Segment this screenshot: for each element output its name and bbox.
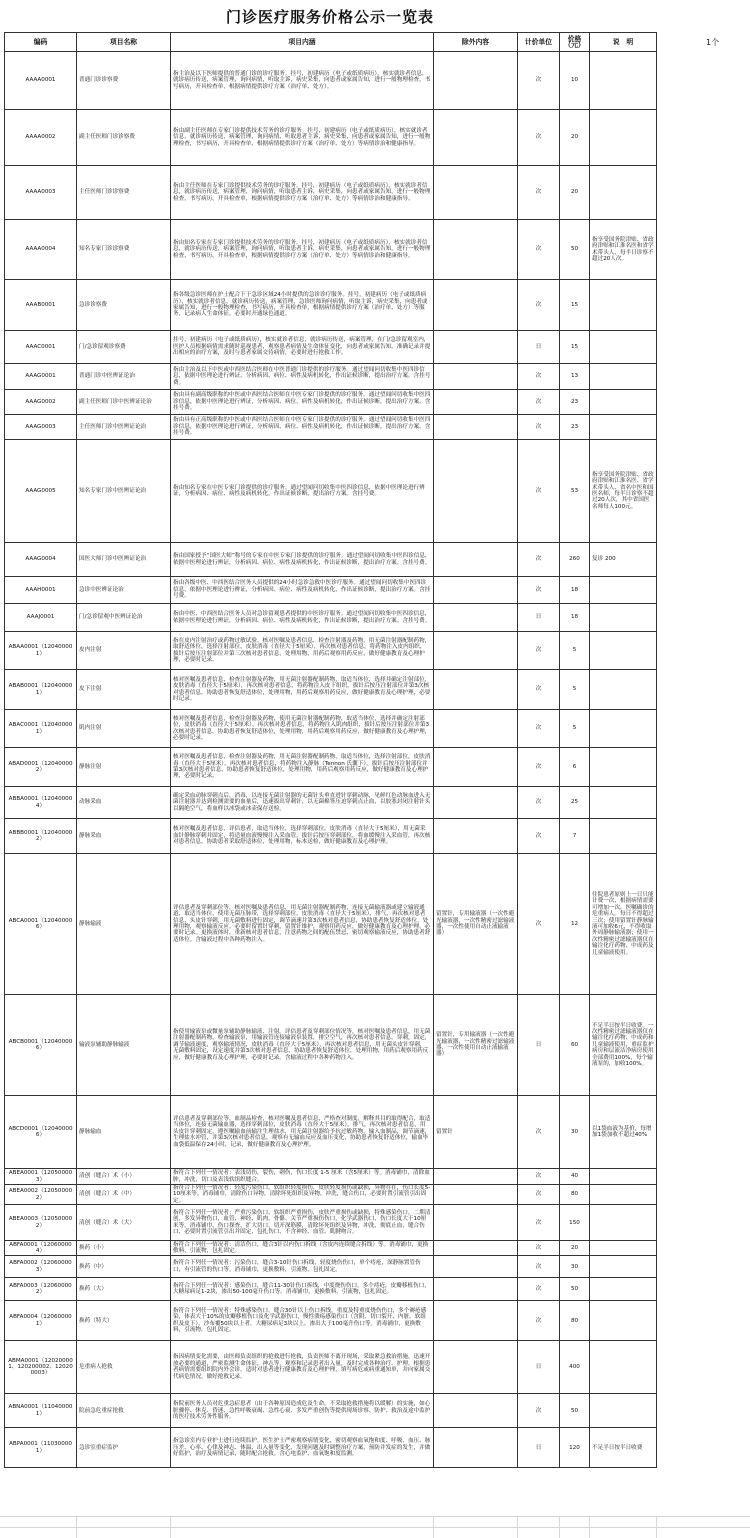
cell-price: 20 xyxy=(560,110,590,166)
cell-name: 清创（缝合）术（大） xyxy=(77,1205,171,1241)
table-row xyxy=(5,543,657,577)
cell-unit: 次 xyxy=(518,166,560,220)
cell-exclusion: 留置针，专用输液器（一次性避光输液器，一次性精密过滤输液器，一次性使用自动止液输液器） xyxy=(434,854,518,995)
cell-content: 指在皮内注射治疗或药物过敏试验。核对医嘱及患者信息，检查注射器及药物，用无菌注射器配制药物，取舒适体位，选择注射部位，皮肤消毒（直径大于5厘米），再次核对患者信息，将药物注入皮内组织，拔针后按压注射部位并第三次核对患者信息，处理用物，用药后观察用药反应，做好健康教育及心理护理，必要时记录。 xyxy=(171,632,434,670)
cell-price: 30 xyxy=(560,1256,590,1278)
cell-note xyxy=(590,604,657,632)
cell-name: 皮内注射 xyxy=(77,632,171,670)
cell-content: 指由中医、中西医结合医务人员对急诊留观患者提供的中医诊疗服务。通过望闻问切收集中医四诊信息，依据中医理论进行辨证，分析病因、病位、病性及病机转化，作出证候诊断，提出治疗方案。含挂号费。 xyxy=(171,604,434,632)
cell-price: 50 xyxy=(560,1394,590,1428)
cell-exclusion: 留置针，专用输液器（一次性避光输液器，一次性精密过滤输液器，一次性使用自动止液输液器） xyxy=(434,995,518,1096)
cell-code: ABPA0001（110300001） xyxy=(5,1428,77,1468)
cell-unit: 次 xyxy=(518,1256,560,1278)
cell-exclusion xyxy=(434,1278,518,1301)
cell-exclusion xyxy=(434,364,518,390)
cell-code: ABFA0002（120600003） xyxy=(5,1256,77,1278)
cell-note xyxy=(590,280,657,331)
cell-content: 指由国家授予“国医大师”称号的专家在中医专家门诊提供的诊疗服务。通过望闻问切收集中医四诊信息，依据中医理论进行辨证，分析病因、病位、病性及病机转化，作出证候诊断，提出治疗方案。含挂号费。 xyxy=(171,543,434,577)
cell-note xyxy=(590,1205,657,1241)
cell-exclusion xyxy=(434,1205,518,1241)
cell-unit: 次 xyxy=(518,1096,560,1169)
cell-exclusion xyxy=(434,1256,518,1278)
cell-note xyxy=(590,787,657,819)
cell-name: 知名专家门诊中医辨证论治 xyxy=(77,440,171,543)
cell-code: ABCD0001（120400006） xyxy=(5,1096,77,1169)
count-label: 1个 xyxy=(706,38,720,47)
header-code: 编码 xyxy=(5,33,77,52)
cell-name: 清创（缝合）术（小） xyxy=(77,1169,171,1185)
cell-code: AAAG0003 xyxy=(5,415,77,440)
cell-name: 国医大师门诊中医辨证论治 xyxy=(77,543,171,577)
cell-price: 120 xyxy=(560,1428,590,1468)
cell-unit: 次 xyxy=(518,280,560,331)
cell-content: 核对医嘱及患者信息，检查注射器及药物，使用无菌注射器配制药物，取适当体位，选择并确定注射部位，皮肤消毒（直径大于5厘米），再次核对患者信息，将药物注入肌肉组织，拔针后按压注射部位并第3次核对患者信息，协助患者恢复舒适体位，处理用物，用药后观察用药反应，做好健康教育及心理护理，必要时记录。 xyxy=(171,710,434,748)
cell-exclusion xyxy=(434,52,518,110)
cell-content: 指由主治及以下中医或中西医结合医师在中医普通门诊提供的诊疗服务。通过望闻问切收集中医四诊信息，依据中医理论进行辨证，分析病因、病位、病性及病机转化，作出证候诊断，提出治疗方案。含挂号费。 xyxy=(171,364,434,390)
cell-unit: 次 xyxy=(518,1241,560,1256)
cell-code: AAAA0004 xyxy=(5,220,77,280)
cell-code: ABEA0001（120500003） xyxy=(5,1169,77,1185)
cell-unit: 次 xyxy=(518,787,560,819)
cell-exclusion xyxy=(434,604,518,632)
cell-unit: 日 xyxy=(518,604,560,632)
table-row xyxy=(5,995,657,1096)
table-row xyxy=(5,1278,657,1301)
cell-code: ABEA0002（120500002） xyxy=(5,1185,77,1205)
cell-name: 知名专家门诊诊察费 xyxy=(77,220,171,280)
cell-note xyxy=(590,52,657,110)
cell-name: 急诊中医辨证论治 xyxy=(77,577,171,604)
cell-name: 急诊诊察费 xyxy=(77,280,171,331)
cell-price: 23 xyxy=(560,390,590,415)
table-row xyxy=(5,1428,657,1468)
cell-name: 主任医师门诊诊察费 xyxy=(77,166,171,220)
cell-note: 住院患者原则上一日只能计费一次，根据病情需要可增加一次，医嘱确诊的危重病人。每日不得超过三次；使用留置针静脉输液可加收6元，不得收取外周静脉输液器；使用一次性精密过滤输液器仅在输注化疗药物、中成药及儿童输液使用。 xyxy=(590,854,657,995)
cell-price: 60 xyxy=(560,995,590,1096)
cell-note xyxy=(590,710,657,748)
cell-exclusion xyxy=(434,748,518,787)
cell-price: 260 xyxy=(560,543,590,577)
cell-note xyxy=(590,1301,657,1341)
cell-price: 15 xyxy=(560,280,590,331)
cell-unit: 次 xyxy=(518,110,560,166)
cell-content: 评估患者及穿刺部位等，血制品检查，核对医嘱及患者信息，严格查对制度，解释其目的取得配合，取适当体位，连接无菌输血器，选择穿刺部位，皮肤消毒（直径大于5厘米），排气，再次核对患者信息，用头皮针穿刺固定，遵医嘱输血前输注生理盐水，用无菌注射器给予抗过敏药物，输入血制品，调节滴速，生理盐水冲管，并第3次核对患者信息，观察有无输血反应及血压变化，协助患者恢复舒适体位，输血毕血袋低温保存24小时，记录，做好健康教育及心理护理。 xyxy=(171,1096,434,1169)
cell-name: 门/急诊留观中医辨证论治 xyxy=(77,604,171,632)
cell-note xyxy=(590,364,657,390)
cell-price: 5 xyxy=(560,710,590,748)
table-row xyxy=(5,1096,657,1169)
cell-note xyxy=(590,1185,657,1205)
price-table xyxy=(4,32,657,1468)
cell-exclusion xyxy=(434,819,518,854)
cell-exclusion xyxy=(434,390,518,415)
cell-exclusion xyxy=(434,710,518,748)
cell-content: 指院前医务人员对危重急症患者（由于各种原因造成危及生命，不采取抢救措施将以缓解）的实施，如心脏骤停、休克、昏迷、急性呼吸衰竭、急性心衰、多发严重创伤等提供现场诊察、防护、救治及途中监护的医疗技术劳务性服务。 xyxy=(171,1394,434,1428)
cell-code: AAAA0002 xyxy=(5,110,77,166)
table-row xyxy=(5,748,657,787)
table-row xyxy=(5,710,657,748)
cell-content: 确定采血动脉穿刺点后，消毒，以连接无菌注射器的无菌针头垂直进针穿刺动脉，见鲜红色动脉血进入无菌注射器并达到检测需要的血量后，迅速拔出穿刺针，以无菌棉签压迫穿刺点止血，以胶塞封闭注射针头以隔绝空气，将血样以冰袋或冰壶保存送检。 xyxy=(171,787,434,819)
table-row xyxy=(5,110,657,166)
cell-code: ABBA0001（120400004） xyxy=(5,787,77,819)
cell-code: ABCB0001（120400006） xyxy=(5,995,77,1096)
cell-exclusion xyxy=(434,543,518,577)
cell-note xyxy=(590,577,657,604)
cell-unit: 次 xyxy=(518,220,560,280)
cell-price: 5 xyxy=(560,670,590,710)
cell-note xyxy=(590,415,657,440)
cell-unit: 次 xyxy=(518,1394,560,1428)
cell-unit: 次 xyxy=(518,52,560,110)
cell-code: AAAB0001 xyxy=(5,280,77,331)
table-row xyxy=(5,1169,657,1185)
cell-code: ABFA0004（120600001） xyxy=(5,1301,77,1341)
cell-code: AAAG0005 xyxy=(5,440,77,543)
cell-note xyxy=(590,166,657,220)
cell-price: 15 xyxy=(560,331,590,364)
table-row xyxy=(5,819,657,854)
cell-price: 5 xyxy=(560,632,590,670)
cell-name: 静脉采血 xyxy=(77,819,171,854)
cell-code: ABBB0001（120400002） xyxy=(5,819,77,854)
page-title: 门诊医疗服务价格公示一览表 xyxy=(225,8,434,26)
cell-name: 换药（大） xyxy=(77,1278,171,1301)
cell-note: 不足半日按半日收费。一次性精密过滤输液器仅在输注化疗药物、中成药和儿童输液使用，重症监护病房和层流洁净病房使用全部费用100%，每个输液泵的，加收100%。 xyxy=(590,995,657,1096)
cell-price: 50 xyxy=(560,1278,590,1301)
cell-price: 50 xyxy=(560,220,590,280)
cell-code: ABEA0003（120500002） xyxy=(5,1205,77,1241)
cell-note: 指享受国务院津贴、省政府津贴和江淮名医、省学术带头人、省名中医和国医名师，每半日诊察不超过20人次，其中省国医名师每人100元。 xyxy=(590,440,657,543)
cell-exclusion xyxy=(434,440,518,543)
cell-code: ABAC0001（120400001） xyxy=(5,710,77,748)
cell-content: 指符合下列任一情况者：清洁伤口，缝合3针以内伤口拆线（含皮内连续缝合拆线）等。消毒铺巾，更换敷料，引流物，包扎固定。 xyxy=(171,1241,434,1256)
cell-unit: 次 xyxy=(518,1301,560,1341)
cell-price: 10 xyxy=(560,52,590,110)
table-row xyxy=(5,1205,657,1241)
cell-content: 指由主任医师在专家门诊提供技术劳务的诊疗服务。挂号，初建病历（电子或纸质病历），核实就诊者信息，就诊病历传送，病案管理，询问病情，听取患者主诉，病史采集，向患者或家属告知，进行一般物理检查，书写病历，开具检查单，根据病情提供诊疗方案（治疗单、处方）等病情诊治和健康指导。 xyxy=(171,166,434,220)
header-name: 项目名称 xyxy=(77,33,171,52)
cell-note: 复诊 200 xyxy=(590,543,657,577)
cell-name: 皮下注射 xyxy=(77,670,171,710)
header-content: 项目内涵 xyxy=(171,33,434,52)
cell-exclusion xyxy=(434,166,518,220)
cell-price: 7 xyxy=(560,819,590,854)
table-row xyxy=(5,1301,657,1341)
cell-unit: 日 xyxy=(518,331,560,364)
cell-note: 指享受国务院津贴、省政府津贴和江淮名医和省学术带头人，每半日诊察不超过20人次。 xyxy=(590,220,657,280)
cell-unit: 次 xyxy=(518,748,560,787)
cell-content: 指主治及以下医师提供的普通门诊的诊疗服务。挂号，初建病历（电子或纸质病历），核实就诊者信息，就诊病历传送，病案管理，询问病情，听取主诉，病史采集，向患者或家属告知，进行一般物理检查，书写病历，开具检查单，根据病情提供诊疗方案（治疗单、处方）。 xyxy=(171,52,434,110)
cell-exclusion xyxy=(434,577,518,604)
cell-note xyxy=(590,748,657,787)
cell-name: 换药（特大） xyxy=(77,1301,171,1341)
cell-note: 以1袋血液为基价，每增加1袋加收不超过40% xyxy=(590,1096,657,1169)
cell-name: 副主任医师门诊中医辨证论治 xyxy=(77,390,171,415)
cell-name: 肌内注射 xyxy=(77,710,171,748)
cell-content: 指符合下列任一情况者：严重污染伤口，软组织严重损伤，皮肤严重损伤或缺损，特殊感染伤口，二期清创，多发异物伤口，血管、神经、肌肉、骨骼、关节严重损伤伤口，化学武器伤口，伤口长度大于10厘米等。消毒铺巾，伤口探查，扩大切口，切开深筋膜，清除坏死组织及异物，冲洗，彻底止血，缝合伤口，必要时置引流管引出并固定，包扎伤口，不含神经、血管、肌腱吻合。 xyxy=(171,1205,434,1241)
cell-name: 危重病人抢救 xyxy=(77,1341,171,1394)
cell-code: ABCA0001（120400006） xyxy=(5,854,77,995)
cell-content: 指由知名专家在中医专家门诊提供的诊疗服务。通过望闻问切收集中医四诊信息，依据中医理论进行辨证，分析病因、病位、病性及病机转化，作出证候诊断，提出治疗方案。含挂号费。 xyxy=(171,440,434,543)
cell-code: ABAA0001（120400001） xyxy=(5,632,77,670)
cell-unit: 日 xyxy=(518,1341,560,1394)
cell-name: 主任医师门诊中医辨证论治 xyxy=(77,415,171,440)
table-row xyxy=(5,331,657,364)
cell-exclusion: 留置针 xyxy=(434,1096,518,1169)
cell-note xyxy=(590,670,657,710)
cell-exclusion xyxy=(434,220,518,280)
cell-exclusion xyxy=(434,632,518,670)
cell-price: 150 xyxy=(560,1205,590,1241)
cell-unit: 次 xyxy=(518,1185,560,1205)
cell-exclusion xyxy=(434,331,518,364)
cell-name: 换药（小） xyxy=(77,1241,171,1256)
cell-unit: 次 xyxy=(518,1169,560,1185)
cell-exclusion xyxy=(434,280,518,331)
cell-code: ABFA0001（120600004） xyxy=(5,1241,77,1256)
cell-code: ABFA0003（120600002） xyxy=(5,1278,77,1301)
cell-name: 输液泵辅助静脉输液 xyxy=(77,995,171,1096)
cell-note xyxy=(590,1394,657,1428)
cell-price: 18 xyxy=(560,577,590,604)
cell-code: AAAG0002 xyxy=(5,390,77,415)
cell-note xyxy=(590,1278,657,1301)
cell-code: ABAB0001（120400001） xyxy=(5,670,77,710)
cell-unit: 次 xyxy=(518,390,560,415)
table-row xyxy=(5,220,657,280)
cell-unit: 日 xyxy=(518,1428,560,1468)
table-row xyxy=(5,670,657,710)
table-row xyxy=(5,166,657,220)
cell-price: 40 xyxy=(560,1169,590,1185)
cell-note xyxy=(590,1241,657,1256)
table-row xyxy=(5,1341,657,1394)
cell-price: 53 xyxy=(560,440,590,543)
cell-unit: 次 xyxy=(518,854,560,995)
header-exclusion: 除外内容 xyxy=(434,33,518,52)
table-row xyxy=(5,415,657,440)
cell-content: 核对医嘱及患者信息，检查注射器及药物，用无菌注射器配制药物，取适当体位，选择并确定注射部位，皮肤消毒（直径大于5厘米），再次核对患者信息，将药物注入皮下组织，拔针后按压注射部位并第3次核对患者信息，协助患者恢复舒适体位，处理用物，用药后观察用药反应，做好健康教育及心理护理，必要时记录。 xyxy=(171,670,434,710)
cell-name: 静脉输液 xyxy=(77,854,171,995)
cell-exclusion xyxy=(434,1341,518,1394)
cell-content: 指因病情变化需要，由医师负责组织的抢救进行抢救，负责医师不离开现场，采取紧急救治措施，迅速开放必要的通道，严密监测生命体征，神志等，观察和记录患者出入量，及时完成各种治疗、护理，根据患者病情需要组织院内外会诊，适时对患者进行健康教育及心理护理，填写病危或病重通知单，并向家属交代病危情况，做好抢救记录。 xyxy=(171,1341,434,1394)
cell-price: 6 xyxy=(560,748,590,787)
cell-unit: 次 xyxy=(518,364,560,390)
cell-unit: 次 xyxy=(518,632,560,670)
cell-exclusion xyxy=(434,110,518,166)
cell-unit: 次 xyxy=(518,1278,560,1301)
cell-code: AAAH0001 xyxy=(5,577,77,604)
cell-code: AAAC0001 xyxy=(5,331,77,364)
cell-exclusion xyxy=(434,1169,518,1185)
cell-content: 指符合下列任一情况者：感染伤口，缝合11-30针伤口拆线，中度烧伤伤口，多个痔疮，皮瓣移植伤口，大糖尿病足1-2块，渗出50-100毫升伤口等。消毒铺巾，更换敷料，引流物，包扎固定。 xyxy=(171,1278,434,1301)
cell-note xyxy=(590,1341,657,1394)
cell-content: 指符合下列任一情况者：表浅切伤，裂伤，刺伤，伤口长度 1-5 厘米（含5厘米）等。消毒铺巾，清除血肿，冲洗，切口及表浅软组织缝合。 xyxy=(171,1169,434,1185)
cell-content: 指符合下列任一情况者：污染伤口，缝合3-10针伤口拆线，轻度烧伤伤口，单个痔疮，深静脉置管伤口，有引流管的伤口等。消毒铺巾，更换敷料，引流物，包扎固定。 xyxy=(171,1256,434,1278)
table-row xyxy=(5,280,657,331)
cell-content: 指由具有副高级职称的中医或中西医结合医师在中医专家门诊提供的诊疗服务。通过望闻问切收集中医四诊信息，依据中医理论进行辨证，分析病因、病位、病性及病机转化，作出证候诊断，提出治疗方案。含挂号费。 xyxy=(171,390,434,415)
cell-code: ABAD0001（120400002） xyxy=(5,748,77,787)
cell-content: 指由具有正高级职称的中医或中西医结合医师在中医专家门诊提供的诊疗服务。通过望闻问切收集中医四诊信息，依据中医理论进行辨证，分析病因、病位、病性及病机转化，作出证候诊断，提出治疗方案。含挂号费。 xyxy=(171,415,434,440)
table-row xyxy=(5,632,657,670)
cell-content: 挂号，初建病历（电子或纸质病历），核实就诊者信息，就诊病历传送，病案管理，在门/急诊留观室内，医护人员根据病情需求随时巡视患者，观察患者病情及生命体征变化，向患者或家属告知，准确记录并提出相应的治疗方案，及时与患者家属交待病情，必要时进行抢救工作。 xyxy=(171,331,434,364)
cell-content: 指符合下列任一情况者：特殊感染伤口，缝合30针以上伤口拆线，重度及特重度烧伤伤口，多个褥疮感染，体表大于10%的皮瓣移植伤口及化学武器伤口，慢性溃疡感染伤口（含阴、切口裂开、内脏、软组织及皮下），沙布覆50块以上者，大糖尿病足3块以上，渗出大于100毫升伤口等。消毒铺巾，更换敷料，引流物，包扎固定。 xyxy=(171,1301,434,1341)
cell-unit: 次 xyxy=(518,577,560,604)
table-row xyxy=(5,604,657,632)
table-row xyxy=(5,390,657,415)
cell-exclusion xyxy=(434,670,518,710)
cell-unit: 次 xyxy=(518,819,560,854)
cell-price: 12 xyxy=(560,854,590,995)
cell-exclusion xyxy=(434,787,518,819)
header-note: 说 明 xyxy=(590,33,657,52)
cell-code: AAAG0004 xyxy=(5,543,77,577)
cell-exclusion xyxy=(434,1428,518,1468)
cell-price: 30 xyxy=(560,1096,590,1169)
cell-content: 核对医嘱及患者信息，检查注射器及药物，用无菌注射器配制药物，取适当体位，选择注射部位，皮肤消毒（直径大于5厘米），再次核对患者信息，将药物注入静脉（Tennon 氏囊下），拔针后按压注射部位并第3次核对患者信息，协助患者恢复舒适体位，处理用物，用药后观察用药反应，做好健康教育及心理护理，必要时记录。 xyxy=(171,748,434,787)
cell-code: AAAJ0001 xyxy=(5,604,77,632)
cell-code: AAAA0001 xyxy=(5,52,77,110)
cell-price: 400 xyxy=(560,1341,590,1394)
cell-note xyxy=(590,819,657,854)
header-unit: 计价单位 xyxy=(518,33,560,52)
cell-content: 指急诊室内专业护士进行连续监护。医生护士严密观察病情变化，密切观察血氧饱和度、呼吸、血压、脉压差、心率、心律及神志、体温、出入量等变化，发现问题及时调整治疗方案，预防并发症的发生，并做好监护，治疗及病情记录，随时配合抢救。含心电监护、血氧饱和度监测。 xyxy=(171,1428,434,1468)
cell-unit: 次 xyxy=(518,710,560,748)
cell-content: 核对医嘱及患者信息，评估患者，取适当体位，选择穿刺部位，皮肤消毒（直径大于5厘米），用无菌采血针静脉穿刺并固定，将适量血液慢慢注入采血管，拔针后按压穿刺部位，将血缓慢注入采血管，再次核对患者信息，协助患者采取舒适体位，处理用物，标本送检，做好健康教育及心理护理。 xyxy=(171,819,434,854)
table-row xyxy=(5,1256,657,1278)
cell-name: 静脉输血 xyxy=(77,1096,171,1169)
cell-name: 清创（缝合）术（中） xyxy=(77,1185,171,1205)
cell-exclusion xyxy=(434,1394,518,1428)
table-row xyxy=(5,1394,657,1428)
cell-content: 指符合下列任一情况者：轻度污染伤口，软组织轻度损伤，皮肤轻度损伤或缺损，异物存在，伤口长度5-10厘米等。消毒铺巾，清除伤口异物，清除坏死组织及异物，冲洗，缝合伤口，必要时置引流管引出固定。 xyxy=(171,1185,434,1205)
cell-exclusion xyxy=(434,415,518,440)
cell-exclusion xyxy=(434,1185,518,1205)
cell-content: 指由知名专家在专家门诊提供技术劳务的诊疗服务。挂号，初建病历（电子或纸质病历），核实就诊者信息，就诊病历传送，病案管理，询问病情，听取患者主诉，病史采集，向患者或家属告知，进行一般物理检查，书写病历，开具检查单，根据病情提供诊疗方案（治疗单、处方）等病情诊治和健康指导。 xyxy=(171,220,434,280)
cell-unit: 日 xyxy=(518,995,560,1096)
cell-note xyxy=(590,1169,657,1185)
cell-name: 普通门诊诊察费 xyxy=(77,52,171,110)
table-row xyxy=(5,52,657,110)
cell-price: 23 xyxy=(560,415,590,440)
cell-unit: 次 xyxy=(518,1205,560,1241)
table-row xyxy=(5,440,657,543)
cell-code: ABNA0001（110400001） xyxy=(5,1394,77,1428)
cell-note xyxy=(590,390,657,415)
cell-exclusion xyxy=(434,1301,518,1341)
cell-note xyxy=(590,632,657,670)
cell-content: 指由副主任医师在专家门诊提供技术劳务的诊疗服务。挂号，初建病历（电子或纸质病历），核实就诊者信息，就诊病历传送，病案管理，询问病情，听取患者主诉，病史采集，向患者或家属告知，进行一般物理检查，书写病历，开具检查单，根据病情提供诊疗方案（治疗单、处方）等病情诊治和健康指导。 xyxy=(171,110,434,166)
table-row xyxy=(5,1185,657,1205)
cell-name: 急诊室重症监护 xyxy=(77,1428,171,1468)
cell-name: 普通门诊中医辨证论治 xyxy=(77,364,171,390)
header-row xyxy=(5,33,657,52)
cell-code: AAAG0001 xyxy=(5,364,77,390)
cell-unit: 次 xyxy=(518,543,560,577)
cell-price: 80 xyxy=(560,1185,590,1205)
cell-code: AAAA0003 xyxy=(5,166,77,220)
cell-name: 门/急诊留观诊察费 xyxy=(77,331,171,364)
cell-price: 18 xyxy=(560,604,590,632)
cell-name: 换药（中） xyxy=(77,1256,171,1278)
cell-name: 副主任医师门诊诊察费 xyxy=(77,110,171,166)
cell-price: 20 xyxy=(560,166,590,220)
cell-content: 指使用输液泵或微量泵辅助静脉输液、注射。评估患者及穿刺部位情况等，核对医嘱及患者信息，用无菌注射器配制药物，检查输液泵，用输液管连接输液泵装置，排空空气，再次核对患者信息，穿刺，固定，调节输液速度，观察输液情况，皮肤消毒（直径大于5厘米），再次核对患者信息，用无菌头皮针穿刺，无菌敷料固定，设定速度并第3次核对患者信息，协助患者恢复舒适体位，处理用物，用药后观察用药反应，做好健康教育及心理护理，必要时记录。含输液过程中各种药物注入。 xyxy=(171,995,434,1096)
cell-note xyxy=(590,110,657,166)
cell-name: 静脉注射 xyxy=(77,748,171,787)
cell-name: 动脉采血 xyxy=(77,787,171,819)
cell-note xyxy=(590,331,657,364)
cell-price: 13 xyxy=(560,364,590,390)
table-row xyxy=(5,364,657,390)
cell-code: ABMA0001（120200001、120200002、120200003） xyxy=(5,1341,77,1394)
cell-content: 评估患者及穿刺部位等，核对医嘱及患者信息，用无菌注射器配制药物，连接无菌输液器或建立输液通道，取适当体位，使用无菌压脉带，选择穿刺部位，皮肤消毒（直径大于5厘米），排气，再次核对患者信息，头皮针穿刺，用无菌敷料进行固定，调节滴速并第3次核对患者信息，协助患者恢复舒适体位，处理用物，观察输液反应。必要时留置针穿刺，留置针维护，观察用药反应，做好健康教育及心理护理，必要时记录。更换液体时，重新核对患者信息，注意药物之间的配伍禁忌，密切观察输液反应，协助患者舒适体位。含输液过程中各种药物注入。 xyxy=(171,854,434,995)
cell-unit: 次 xyxy=(518,440,560,543)
cell-content: 指由各级中医、中西医结合医务人员提供的24小时急诊急救中医诊疗服务。通过望闻问切收集中医四诊信息，依据中医理论进行辨证，分析病因、病位、病性及病机转化，作出证候诊断，提出治疗方案。含挂号费。 xyxy=(171,577,434,604)
cell-note xyxy=(590,1256,657,1278)
cell-price: 20 xyxy=(560,1241,590,1256)
header-price: 价格（元） xyxy=(560,33,590,52)
cell-unit: 次 xyxy=(518,670,560,710)
table-row xyxy=(5,854,657,995)
table-row xyxy=(5,1241,657,1256)
cell-exclusion xyxy=(434,1241,518,1256)
cell-content: 指各级急诊医师在护士配合下于急诊区域24小时提供的急诊诊疗服务。挂号，初建病历（电子或纸质病历），核实就诊者信息，就诊病历传送，病案管理，急诊医师询问病情，听取主诉，病史采集，向患者或家属告知，进行一般物理检查，书写病历，开具检查单，根据病情提供诊疗方案（治疗单、处方）等服务，记录病人生命体征。必要时开通绿色通道。 xyxy=(171,280,434,331)
table-row xyxy=(5,787,657,819)
cell-name: 院前急危重症抢救 xyxy=(77,1394,171,1428)
cell-price: 80 xyxy=(560,1301,590,1341)
table-row xyxy=(5,577,657,604)
cell-unit: 次 xyxy=(518,415,560,440)
cell-price: 25 xyxy=(560,787,590,819)
cell-note: 不足半日按半日收费 xyxy=(590,1428,657,1468)
